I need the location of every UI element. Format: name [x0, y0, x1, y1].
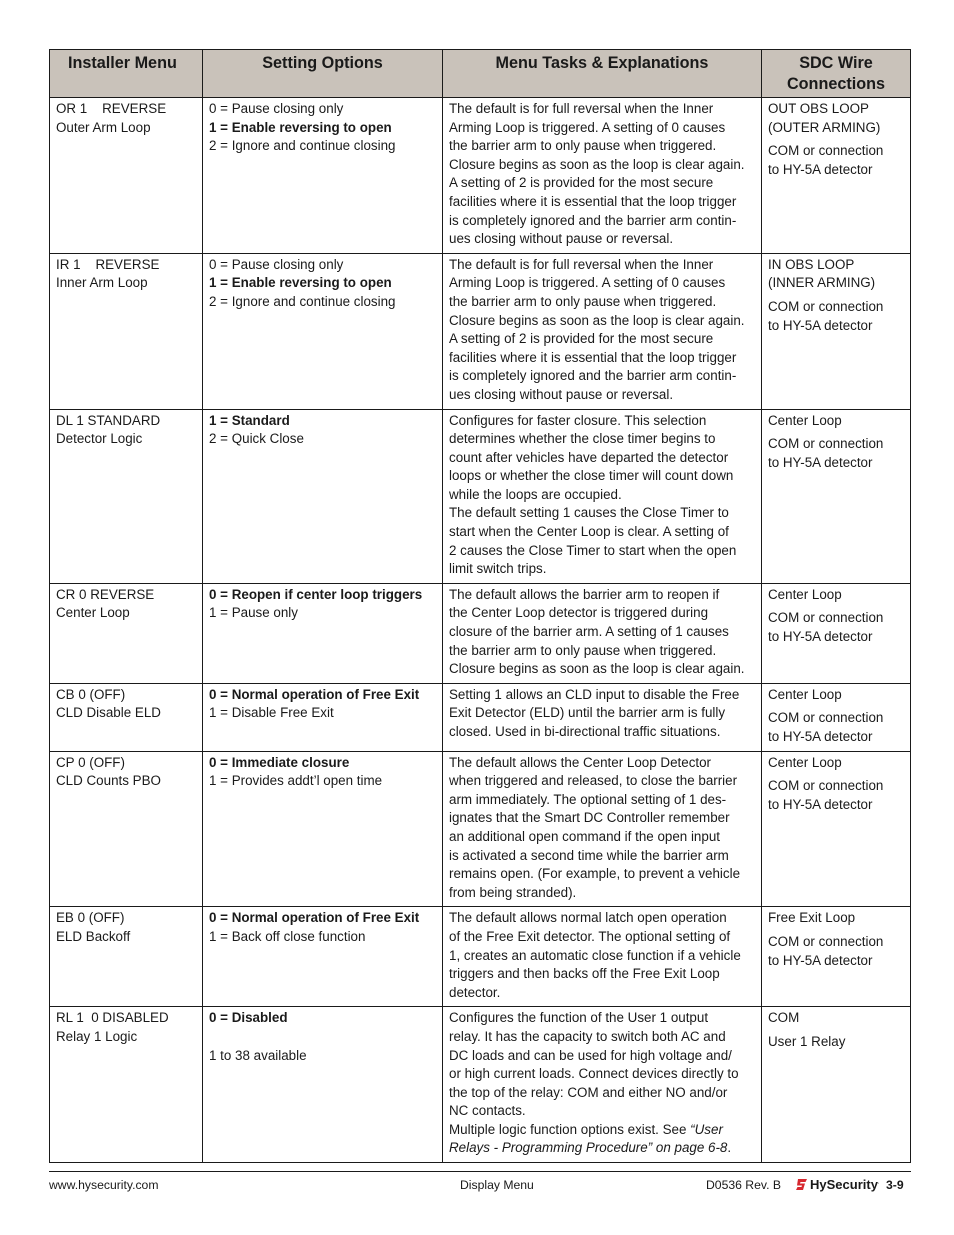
- wire-connection-line: COM or connection: [768, 298, 884, 314]
- wire-connection-line: COM: [768, 1010, 800, 1026]
- wire-connection-line: User 1 Relay: [768, 1033, 846, 1049]
- explanation-line: Closure begins as soon as the loop is clear again.: [449, 661, 745, 677]
- header-installer-menu: Installer Menu: [50, 50, 203, 98]
- explanation-line: Exit Detector (ELD) until the barrier arm is fully: [449, 705, 726, 721]
- menu-code: IR 1 REVERSE: [56, 256, 160, 272]
- explanation-cell: [443, 98, 762, 254]
- table-row: [50, 583, 911, 683]
- setting-option: 1 to 38 available: [209, 1047, 307, 1063]
- explanation-cell: [443, 253, 762, 409]
- explanation-line: [449, 1121, 755, 1140]
- explanation-line: an additional open command if the open input: [449, 828, 720, 844]
- setting-options-cell: [203, 253, 443, 409]
- setting-options-cell: [203, 683, 443, 751]
- setting-options-cell: [203, 1007, 443, 1163]
- setting-option: 1 = Disable Free Exit: [209, 705, 334, 721]
- header-setting-options: Setting Options: [203, 50, 443, 98]
- explanation-line: count after vehicles have departed the detector: [449, 449, 729, 465]
- explanation-line: Closure begins as soon as the loop is clear again.: [449, 312, 745, 328]
- menu-code: CB 0 (OFF): [56, 686, 126, 702]
- explanation-line: triggers and then backs off the Free Exit Loop: [449, 966, 720, 982]
- wire-connection-line: to HY-5A detector: [768, 161, 873, 177]
- wire-connections-cell: [762, 751, 911, 907]
- setting-option: 0 = Pause closing only: [209, 256, 344, 272]
- wire-connection-line: COM or connection: [768, 933, 884, 949]
- footer-doc-number: D0536 Rev. B: [706, 1178, 781, 1192]
- wire-connections-cell: [762, 583, 911, 683]
- default-option: 1 = Standard: [209, 412, 290, 428]
- explanation-line: closure of the barrier arm. A setting of 1 causes: [449, 624, 729, 640]
- wire-connection-line: Center Loop: [768, 754, 842, 770]
- explanation-line: the top of the relay: COM and either NO and/or: [449, 1084, 728, 1100]
- table-row: [50, 1007, 911, 1163]
- setting-option: 1 = Back off close function: [209, 928, 366, 944]
- table-row: [50, 751, 911, 907]
- installer-menu-cell: [50, 751, 203, 907]
- footer-divider: [49, 1171, 911, 1172]
- table-row: [50, 253, 911, 409]
- footer-page-number: 3-9: [886, 1178, 904, 1192]
- default-option: 0 = Reopen if center loop triggers: [209, 586, 423, 602]
- explanation-text: Multiple logic function options exist. See: [449, 1121, 691, 1137]
- table-row: [50, 907, 911, 1007]
- menu-code: EB 0 (OFF): [56, 910, 125, 926]
- wire-connection-line: to HY-5A detector: [768, 796, 873, 812]
- wire-connection-line: COM or connection: [768, 143, 884, 159]
- wire-connection-line: (INNER ARMING): [768, 275, 876, 291]
- cross-reference: Relays - Programming Procedure” on page 6-8: [449, 1140, 728, 1156]
- explanation-line: Setting 1 allows an CLD input to disable the Free: [449, 686, 740, 702]
- explanation-line: facilities where it is essential that the loop trigger: [449, 349, 737, 365]
- wire-connections-cell: [762, 907, 911, 1007]
- wire-connection-line: to HY-5A detector: [768, 454, 873, 470]
- installer-menu-cell: [50, 583, 203, 683]
- table-row: [50, 409, 911, 583]
- installer-menu-cell: [50, 1007, 203, 1163]
- explanation-line: Configures the function of the User 1 output: [449, 1010, 709, 1026]
- setting-options-cell: [203, 409, 443, 583]
- setting-options-cell: [203, 98, 443, 254]
- wire-connection-line: to HY-5A detector: [768, 952, 873, 968]
- explanation-line: is completely ignored and the barrier arm contin-: [449, 368, 737, 384]
- explanation-line: start when the Center Loop is clear. A setting of: [449, 524, 729, 540]
- table-row: [50, 683, 911, 751]
- setting-option: 2 = Ignore and continue closing: [209, 293, 396, 309]
- explanation-line: The default allows the barrier arm to reopen if: [449, 586, 720, 602]
- wire-connection-line: Free Exit Loop: [768, 910, 856, 926]
- explanation-line: ues closing without pause or reversal.: [449, 231, 674, 247]
- default-option: 0 = Immediate closure: [209, 754, 350, 770]
- explanation-line: closed. Used in bi-directional traffic situations.: [449, 724, 721, 739]
- wire-connection-line: IN OBS LOOP: [768, 256, 855, 272]
- menu-code: CR 0 REVERSE: [56, 586, 155, 602]
- wire-connection-line: (OUTER ARMING): [768, 119, 881, 135]
- hysecurity-logo-icon: [796, 1178, 808, 1191]
- table-header-row: [50, 50, 911, 98]
- explanation-line: detector.: [449, 984, 501, 1000]
- explanation-line: of the Free Exit detector. The optional setting of: [449, 928, 731, 944]
- explanation-line: 1, creates an automatic close function if a vehicle: [449, 947, 741, 963]
- explanation-line: Closure begins as soon as the loop is clear again.: [449, 156, 745, 172]
- wire-connection-line: OUT OBS LOOP: [768, 101, 869, 116]
- explanation-line: DC loads and can be used for high voltage and/: [449, 1047, 732, 1063]
- explanation-cell: [443, 583, 762, 683]
- menu-code: CP 0 (OFF): [56, 754, 125, 770]
- footer-website: www.hysecurity.com: [49, 1178, 159, 1192]
- default-option: 0 = Normal operation of Free Exit: [209, 910, 420, 926]
- wire-connections-cell: [762, 1007, 911, 1163]
- explanation-line: is activated a second time while the barrier arm: [449, 847, 729, 863]
- installer-menu-cell: [50, 907, 203, 1007]
- wire-connections-cell: [762, 98, 911, 254]
- cross-reference: “User: [690, 1121, 723, 1137]
- wire-connection-line: Center Loop: [768, 412, 842, 428]
- menu-name: Center Loop: [56, 605, 130, 621]
- explanation-line: A setting of 2 is provided for the most secure: [449, 331, 714, 347]
- menu-name: Outer Arm Loop: [56, 119, 151, 135]
- footer-section: Display Menu: [460, 1178, 534, 1192]
- explanation-line: ues closing without pause or reversal.: [449, 386, 674, 402]
- explanation-line: The default allows normal latch open operation: [449, 910, 727, 926]
- explanation-line: The default is for full reversal when the Inner: [449, 256, 714, 272]
- menu-code: DL 1 STANDARD: [56, 412, 161, 428]
- explanation-line: limit switch trips.: [449, 561, 547, 577]
- explanation-line: from being stranded).: [449, 884, 577, 900]
- default-option: 0 = Disabled: [209, 1010, 288, 1026]
- explanation-text: .: [727, 1140, 732, 1156]
- installer-menu-cell: [50, 409, 203, 583]
- default-option: 1 = Enable reversing to open: [209, 275, 392, 291]
- menu-name: Inner Arm Loop: [56, 275, 148, 291]
- header-menu-tasks: Menu Tasks & Explanations: [443, 50, 762, 98]
- explanation-line: when triggered and released, to close the barrier: [449, 773, 738, 789]
- menu-name: CLD Disable ELD: [56, 705, 161, 721]
- explanation-line: or high current loads. Connect devices directly to: [449, 1066, 739, 1082]
- default-option: 0 = Normal operation of Free Exit: [209, 686, 420, 702]
- explanation-cell: [443, 683, 762, 751]
- table-row: [50, 98, 911, 254]
- wire-connection-line: COM or connection: [768, 778, 884, 794]
- default-option: 1 = Enable reversing to open: [209, 119, 392, 135]
- explanation-line: loops or whether the close timer will count down: [449, 468, 734, 484]
- installer-menu-cell: [50, 683, 203, 751]
- explanation-line: The default setting 1 causes the Close Timer to: [449, 505, 729, 521]
- explanation-line: NC contacts.: [449, 1103, 526, 1119]
- explanation-line: the barrier arm to only pause when triggered.: [449, 138, 717, 154]
- explanation-line: is completely ignored and the barrier arm contin-: [449, 212, 737, 228]
- setting-option: [209, 1028, 436, 1047]
- wire-connections-cell: [762, 253, 911, 409]
- menu-name: ELD Backoff: [56, 928, 131, 944]
- explanation-line: [449, 1139, 755, 1158]
- hysecurity-logo: HySecurity.: [796, 1177, 880, 1193]
- explanation-line: Configures for faster closure. This selection: [449, 412, 707, 428]
- explanation-cell: [443, 409, 762, 583]
- wire-connection-line: Center Loop: [768, 686, 842, 702]
- explanation-line: the Center Loop detector is triggered during: [449, 605, 709, 621]
- installer-menu-cell: [50, 253, 203, 409]
- menu-name: CLD Counts PBO: [56, 773, 161, 789]
- setting-options-cell: [203, 751, 443, 907]
- explanation-line: The default is for full reversal when the Inner: [449, 101, 714, 116]
- setting-options-cell: [203, 583, 443, 683]
- footer-brand: HySecurity: [810, 1177, 878, 1192]
- explanation-line: facilities where it is essential that the loop trigger: [449, 193, 737, 209]
- setting-options-cell: [203, 907, 443, 1007]
- explanation-line: Arming Loop is triggered. A setting of 0 causes: [449, 119, 726, 135]
- wire-connection-line: to HY-5A detector: [768, 629, 873, 645]
- explanation-line: while the loops are occupied.: [449, 486, 622, 502]
- wire-connection-line: to HY-5A detector: [768, 317, 873, 333]
- setting-option: 1 = Provides addt’l open time: [209, 773, 383, 789]
- explanation-line: 2 causes the Close Timer to start when the open: [449, 542, 737, 558]
- setting-option: 2 = Quick Close: [209, 431, 304, 447]
- wire-connections-cell: [762, 409, 911, 583]
- wire-connections-cell: [762, 683, 911, 751]
- explanation-cell: [443, 751, 762, 907]
- wire-connection-line: COM or connection: [768, 710, 884, 726]
- menu-name: Detector Logic: [56, 431, 143, 447]
- menu-code: RL 1 0 DISABLED: [56, 1010, 169, 1026]
- explanation-line: The default allows the Center Loop Detector: [449, 754, 712, 770]
- wire-connection-line: COM or connection: [768, 436, 884, 452]
- explanation-cell: [443, 907, 762, 1007]
- wire-connection-line: COM or connection: [768, 610, 884, 626]
- setting-option: 0 = Pause closing only: [209, 101, 344, 116]
- installer-menu-table: [49, 49, 911, 1163]
- explanation-cell: [443, 1007, 762, 1163]
- explanation-line: the barrier arm to only pause when triggered.: [449, 642, 717, 658]
- header-sdc-wire-connections: SDC Wire Connections: [762, 50, 911, 98]
- explanation-line: Arming Loop is triggered. A setting of 0 causes: [449, 275, 726, 291]
- menu-name: Relay 1 Logic: [56, 1028, 138, 1044]
- setting-option: 2 = Ignore and continue closing: [209, 138, 396, 154]
- explanation-line: arm immediately. The optional setting of 1 des-: [449, 791, 727, 807]
- wire-connection-line: Center Loop: [768, 586, 842, 602]
- explanation-line: A setting of 2 is provided for the most secure: [449, 175, 714, 191]
- wire-connection-line: to HY-5A detector: [768, 729, 873, 744]
- explanation-line: relay. It has the capacity to switch both AC and: [449, 1028, 726, 1044]
- explanation-line: ignates that the Smart DC Controller remember: [449, 810, 730, 826]
- setting-option: 1 = Pause only: [209, 605, 298, 621]
- installer-menu-cell: [50, 98, 203, 254]
- explanation-line: the barrier arm to only pause when triggered.: [449, 293, 717, 309]
- explanation-line: remains open. (For example, to prevent a vehicle: [449, 866, 741, 882]
- menu-code: OR 1 REVERSE: [56, 101, 167, 116]
- explanation-line: determines whether the close timer begins to: [449, 431, 716, 447]
